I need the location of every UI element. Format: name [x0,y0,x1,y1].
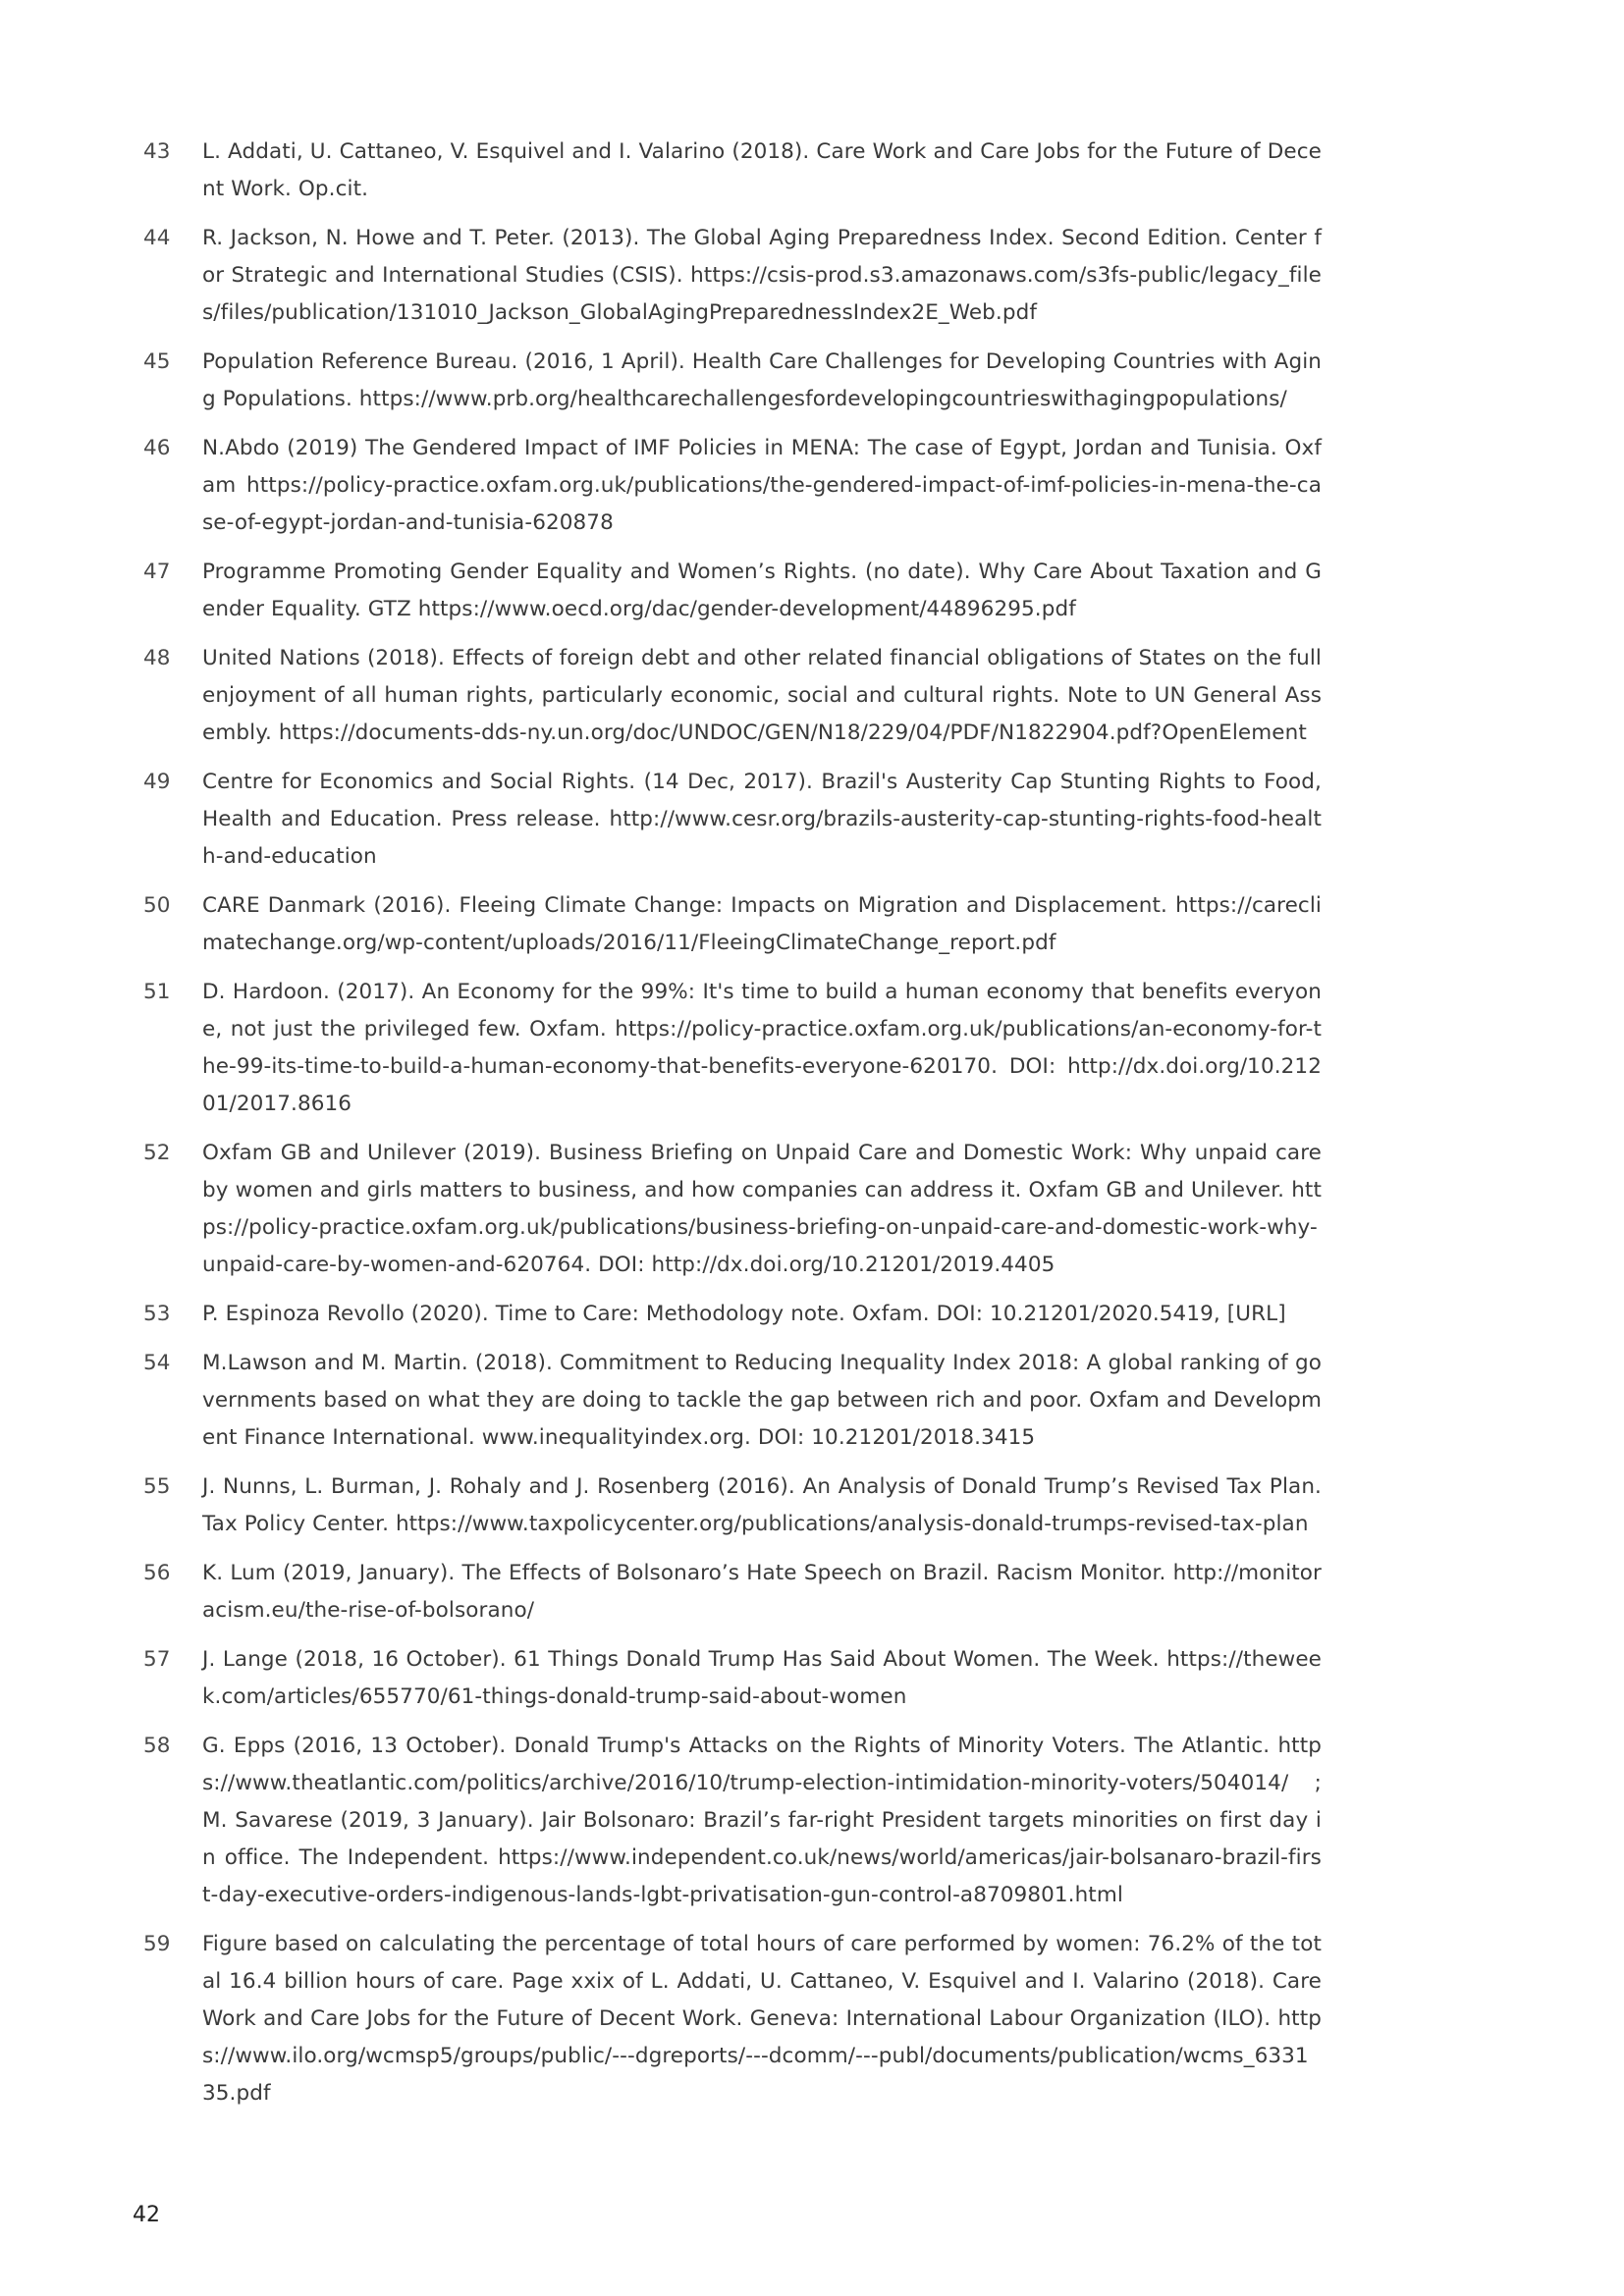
endnote-57 [143,1641,1322,1716]
endnote-text: N.Abdo (2019) The Gendered Impact of IMF Policies in MENA: The case of Egypt, Jordan and Tunisia. Oxfam https://policy-practice.oxfam.org.uk/publications/the-gendered-impact-of-imf-policies-in-mena-the-case-of-egypt-jordan-and-tunisia-620878 [202,436,1322,535]
page-number: 42 [133,2203,160,2227]
endnote-54 [143,1345,1322,1457]
endnote-58 [143,1728,1322,1914]
endnote-number: 49 [143,770,171,794]
endnote-number: 50 [143,893,171,918]
endnote-number: 48 [143,646,171,670]
endnote-text: Figure based on calculating the percentage of total hours of care performed by women: 76.2% of the total 16.4 billion hours of care. Page xxix of L. Addati, U. Cattaneo, V. Esquivel and I. Valarino (2018). Care Work and Care Jobs for the Future of Decent Work. Geneva: International Labour Organization (ILO). https://www.ilo.org/wcmsp5/groups/public/---dgreports/---dcomm/---publ/documents/publication/wcms_633135.pdf [202,1932,1322,2106]
endnote-text: Oxfam GB and Unilever (2019). Business Briefing on Unpaid Care and Domestic Work: Why unpaid care by women and girls matters to business, and how companies can address it. Oxfam GB and Unilever. https://policy-practice.oxfam.org.uk/publications/business-briefing-on-unpaid-care-and-domestic-work-why-unpaid-care-by-women-and-620764. DOI: http://dx.doi.org/10.21201/2019.4405 [202,1141,1322,1277]
endnotes-list [143,133,1322,2124]
endnote-59 [143,1926,1322,2112]
endnote-number: 54 [143,1351,171,1375]
endnote-number: 45 [143,349,171,374]
endnote-49 [143,764,1322,876]
endnote-55 [143,1468,1322,1543]
endnote-43 [143,133,1322,208]
endnote-text: D. Hardoon. (2017). An Economy for the 99%: It's time to build a human economy that benefits everyone, not just the privileged few. Oxfam. https://policy-practice.oxfam.org.uk/publications/an-economy-for-the-99-its-time-to-build-a-human-economy-that-benefits-everyone-620170. DOI: http://dx.doi.org/10.21201/2017.8616 [202,980,1322,1116]
endnote-number: 52 [143,1141,171,1165]
endnote-number: 44 [143,226,171,250]
endnote-text: Programme Promoting Gender Equality and Women’s Rights. (no date). Why Care About Taxation and Gender Equality. GTZ https://www.oecd.org/dac/gender-development/44896295.pdf [202,560,1322,621]
endnote-text: Centre for Economics and Social Rights. (14 Dec, 2017). Brazil's Austerity Cap Stunting Rights to Food, Health and Education. Press release. http://www.cesr.org/brazils-austerity-cap-stunting-rights-food-health-and-education [202,770,1322,869]
endnote-text: P. Espinoza Revollo (2020). Time to Care: Methodology note. Oxfam. DOI: 10.21201/2020.5419, [URL] [202,1302,1286,1326]
endnote-text: Population Reference Bureau. (2016, 1 April). Health Care Challenges for Developing Countries with Aging Populations. https://www.prb.org/healthcarechallengesfordevelopingcountrieswithagingpopulations/ [202,349,1322,411]
endnote-52 [143,1135,1322,1284]
endnote-51 [143,974,1322,1123]
endnote-number: 53 [143,1302,171,1326]
endnote-number: 56 [143,1561,171,1585]
endnote-46 [143,430,1322,542]
endnote-number: 55 [143,1474,171,1499]
endnote-text: J. Nunns, L. Burman, J. Rohaly and J. Rosenberg (2016). An Analysis of Donald Trump’s Revised Tax Plan. Tax Policy Center. https://www.taxpolicycenter.org/publications/analysis-donald-trumps-revised-tax-plan [202,1474,1322,1536]
endnote-number: 57 [143,1647,171,1672]
endnote-47 [143,554,1322,628]
endnote-number: 47 [143,560,171,584]
endnote-45 [143,344,1322,418]
endnote-number: 43 [143,139,171,164]
endnote-53 [143,1296,1322,1333]
endnote-number: 58 [143,1734,171,1758]
endnote-text: J. Lange (2018, 16 October). 61 Things Donald Trump Has Said About Women. The Week. https://theweek.com/articles/655770/61-things-donald-trump-said-about-women [202,1647,1322,1709]
endnote-text: M.Lawson and M. Martin. (2018). Commitment to Reducing Inequality Index 2018: A global ranking of governments based on what they are doing to tackle the gap between rich and poor. Oxfam and Development Finance International. www.inequalityindex.org. DOI: 10.21201/2018.3415 [202,1351,1322,1450]
endnote-text: CARE Danmark (2016). Fleeing Climate Change: Impacts on Migration and Displacement. https://careclimatechange.org/wp-content/uploads/2016/11/FleeingClimateChange_report.pdf [202,893,1322,955]
endnote-text: United Nations (2018). Effects of foreign debt and other related financial obligations of States on the full enjoyment of all human rights, particularly economic, social and cultural rights. Note to UN General Assembly. https://documents-dds-ny.un.org/doc/UNDOC/GEN/N18/229/04/PDF/N1822904.pdf?OpenElement [202,646,1322,745]
endnote-text: R. Jackson, N. Howe and T. Peter. (2013). The Global Aging Preparedness Index. Second Edition. Center for Strategic and International Studies (CSIS). https://csis-prod.s3.amazonaws.com/s3fs-public/legacy_files/files/publication/131010_Jackson_GlobalAgingPreparednessIndex2E_Web.pdf [202,226,1322,325]
endnote-44 [143,220,1322,332]
endnote-text: G. Epps (2016, 13 October). Donald Trump's Attacks on the Rights of Minority Voters. The Atlantic. https://www.theatlantic.com/politics/archive/2016/10/trump-election-intimidation-minority-voters/504014/ ; M. Savarese (2019, 3 January). Jair Bolsonaro: Brazil’s far-right President targets minorities on first day in office. The Independent. https://www.independent.co.uk/news/world/americas/jair-bolsanaro-brazil-first-day-executive-orders-indigenous-lands-lgbt-privatisation-gun-control-a8709801.html [202,1734,1322,1907]
endnote-text: L. Addati, U. Cattaneo, V. Esquivel and I. Valarino (2018). Care Work and Care Jobs for the Future of Decent Work. Op.cit. [202,139,1322,201]
endnote-number: 59 [143,1932,171,1956]
endnote-50 [143,887,1322,962]
endnote-56 [143,1555,1322,1629]
endnote-number: 51 [143,980,171,1004]
endnote-number: 46 [143,436,171,460]
endnote-48 [143,640,1322,752]
endnote-text: K. Lum (2019, January). The Effects of Bolsonaro’s Hate Speech on Brazil. Racism Monitor. http://monitoracism.eu/the-rise-of-bolsorano/ [202,1561,1322,1623]
